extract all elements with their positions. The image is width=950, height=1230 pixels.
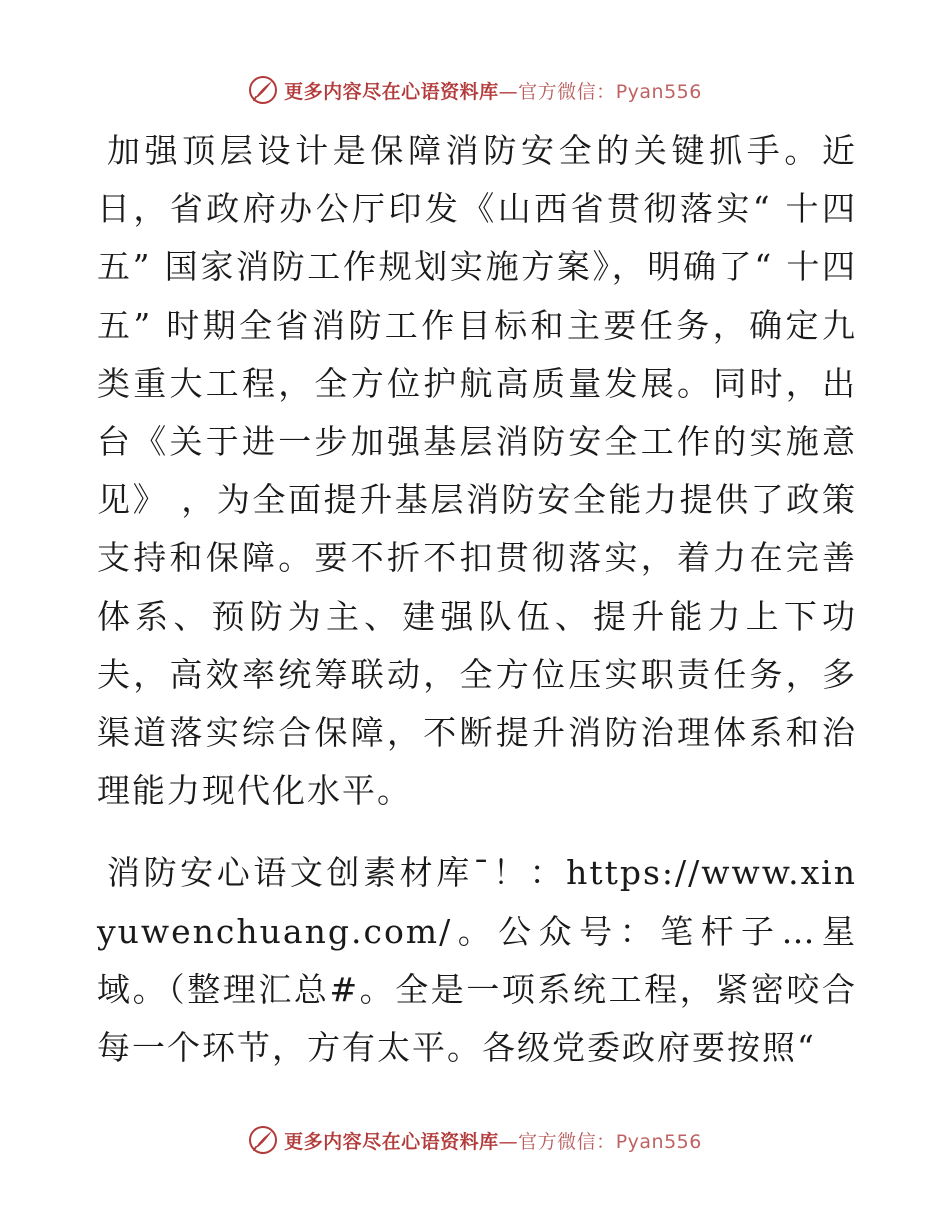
footer-wechat-label: 官方微信： xyxy=(518,1130,616,1153)
quill-pen-icon xyxy=(248,75,278,105)
quill-pen-icon xyxy=(248,1125,278,1155)
footer-watermark-banner xyxy=(0,1120,950,1160)
header-main-text: 更多内容尽在心语资料库 xyxy=(284,80,499,103)
header-wechat-id: Pyan556 xyxy=(615,80,702,103)
header-banner-text xyxy=(284,77,702,104)
paragraph-1: 加强顶层设计是保障消防安全的关键抓手。近日，省政府办公厅印发《山西省贯彻落实“ 十四五” 国家消防工作规划实施方案》，明确了“ 十四五” 时期全省消防工作目标和主要任务，确定九类重大工程，全方位护航高质量发展。同时，出台《关于进一步加强基层消防安全工作的实施意见》 ，为全面提升基层消防安全能力提供了政策支持和保障。要不折不扣贯彻落实，着力在完善体系、预防为主、建强队伍、提升能力上下功夫，高效率统筹联动，全方位压实职责任务，多渠道落实综合保障，不断提升消防治理体系和治理能力现代化水平。 xyxy=(97,131,857,811)
footer-separator: — xyxy=(498,1130,519,1153)
header-separator: — xyxy=(498,80,519,103)
footer-banner-text xyxy=(284,1127,702,1154)
header-watermark-banner xyxy=(0,70,950,110)
footer-main-text: 更多内容尽在心语资料库 xyxy=(284,1130,499,1153)
header-wechat-label: 官方微信： xyxy=(518,80,616,103)
paragraph-2: 消防安心语文创素材库¯！：https://www.xinyuwenchuang.com/。公众号：笔杆子…星域。（整理汇总#。全是一项系统工程，紧密咬合每一个环节，方有太平。各级党委政府要按照“ xyxy=(97,853,857,1068)
footer-wechat-id: Pyan556 xyxy=(615,1130,702,1153)
document-body xyxy=(97,122,857,1077)
